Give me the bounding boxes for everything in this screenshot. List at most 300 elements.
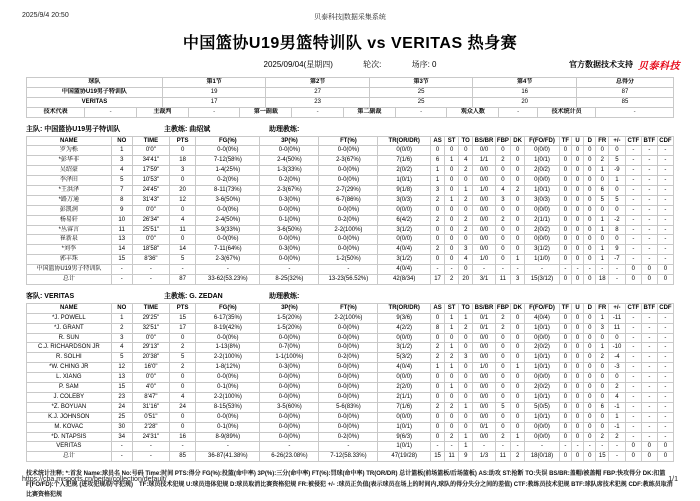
stat-header-cell: CTF bbox=[625, 303, 641, 313]
stat-cell: 0/0 bbox=[473, 146, 495, 156]
stat-cell: 0 bbox=[584, 225, 596, 235]
stat-cell: 0 bbox=[641, 452, 657, 462]
quarter-score-cell: 25 bbox=[369, 87, 473, 97]
stat-header-cell: FG(%) bbox=[196, 303, 260, 313]
stat-cell: - bbox=[625, 225, 641, 235]
stat-cell: 0 bbox=[511, 313, 525, 323]
stat-cell: 0 bbox=[495, 343, 510, 353]
stat-cell: 0-0(0%) bbox=[196, 412, 260, 422]
stat-cell: 4(0/4) bbox=[378, 245, 431, 255]
stat-cell: 0 bbox=[584, 176, 596, 186]
stat-cell: 0 bbox=[445, 255, 459, 265]
stat-cell: - bbox=[625, 156, 641, 166]
stat-cell: 1(0/1) bbox=[525, 412, 560, 422]
stat-cell: 0 bbox=[511, 383, 525, 393]
stat-cell: 0 bbox=[596, 383, 609, 393]
stat-cell: - bbox=[132, 452, 169, 462]
stat-cell: 8'36" bbox=[132, 255, 169, 265]
stat-cell: 1/0 bbox=[473, 363, 495, 373]
stat-cell: 0 bbox=[641, 275, 657, 285]
player-name-cell: *刘李 bbox=[27, 245, 112, 255]
stat-cell: - bbox=[625, 146, 641, 156]
stat-cell: - bbox=[641, 323, 657, 333]
stat-cell: 0 bbox=[431, 146, 445, 156]
stat-cell: 24'31" bbox=[132, 432, 169, 442]
stat-cell: 0 bbox=[445, 146, 459, 156]
stat-cell: 0 bbox=[559, 186, 571, 196]
stat-cell: 0 bbox=[584, 363, 596, 373]
stat-cell: 8-15(53%) bbox=[196, 402, 260, 412]
stat-cell: 0 bbox=[584, 235, 596, 245]
stat-cell: 0 bbox=[459, 146, 473, 156]
stat-cell: 2(0/2) bbox=[525, 383, 560, 393]
stat-cell: - bbox=[170, 265, 196, 275]
stat-cell: 0 bbox=[559, 422, 571, 432]
stat-cell: 2 bbox=[495, 313, 510, 323]
stat-cell: - bbox=[641, 166, 657, 176]
stat-cell: 0 bbox=[511, 146, 525, 156]
stat-cell: 12 bbox=[111, 363, 132, 373]
stat-cell: 0 bbox=[495, 235, 510, 245]
stat-header-cell: PTS bbox=[170, 303, 196, 313]
stat-cell: 0(0/0) bbox=[378, 205, 431, 215]
player-row bbox=[27, 146, 674, 156]
stat-header-cell: FBP bbox=[495, 303, 510, 313]
stat-cell: 0-0(0%) bbox=[319, 373, 378, 383]
stat-cell: - bbox=[596, 442, 609, 452]
stat-cell: - bbox=[473, 442, 495, 452]
player-row bbox=[27, 176, 674, 186]
stat-cell: 2 bbox=[596, 353, 609, 363]
stat-cell: 0-0(0%) bbox=[196, 235, 260, 245]
stat-cell: 17 bbox=[170, 323, 196, 333]
tech-support bbox=[569, 57, 680, 72]
stat-cell: 1 bbox=[431, 176, 445, 186]
stat-cell: 1 bbox=[596, 215, 609, 225]
stat-cell: 1(0/1) bbox=[525, 363, 560, 373]
stat-cell: 2 bbox=[459, 215, 473, 225]
stat-cell: 0 bbox=[495, 383, 510, 393]
stat-cell: 8-11(73%) bbox=[196, 186, 260, 196]
stat-cell: - bbox=[132, 275, 169, 285]
stat-cell: 15(3/12) bbox=[525, 275, 560, 285]
stat-cell: - bbox=[609, 275, 626, 285]
quarter-score-cell: 19 bbox=[162, 87, 266, 97]
stat-cell: 26'34" bbox=[132, 215, 169, 225]
stat-cell: - bbox=[641, 383, 657, 393]
stat-cell: 0 bbox=[445, 235, 459, 245]
stat-cell: 1 bbox=[445, 343, 459, 353]
stat-cell: 0-0(0%) bbox=[196, 333, 260, 343]
stat-cell: 0 bbox=[559, 166, 571, 176]
score-team-cell: VERITAS bbox=[27, 97, 163, 107]
stat-header-cell: FT(%) bbox=[319, 136, 378, 146]
stat-cell: 0(0/0) bbox=[525, 373, 560, 383]
match-meta-row bbox=[26, 57, 680, 73]
stat-cell: 5 bbox=[111, 353, 132, 363]
stat-cell: 18(0/18) bbox=[525, 452, 560, 462]
away-assistant-label: 助理教练: bbox=[269, 292, 300, 300]
stat-cell: 0 bbox=[459, 265, 473, 275]
stat-cell: 0-0(0%) bbox=[260, 373, 319, 383]
stat-cell: 1 bbox=[596, 166, 609, 176]
stat-cell: - bbox=[596, 265, 609, 275]
stat-header-cell: DK bbox=[511, 136, 525, 146]
stat-cell: 2-2(100%) bbox=[196, 353, 260, 363]
stat-cell: - bbox=[196, 442, 260, 452]
player-name-cell: 郭丰珠 bbox=[27, 255, 112, 265]
stat-cell: 0 bbox=[559, 195, 571, 205]
stat-cell: 0 bbox=[584, 166, 596, 176]
stat-header-cell: NO bbox=[111, 303, 132, 313]
stat-cell: - bbox=[657, 146, 673, 156]
stat-cell: - bbox=[559, 442, 571, 452]
stat-cell: 1 bbox=[445, 383, 459, 393]
stat-cell: 0 bbox=[584, 323, 596, 333]
stat-cell: 0 bbox=[571, 323, 583, 333]
stat-cell: 0 bbox=[609, 373, 626, 383]
stat-cell: 0 bbox=[571, 156, 583, 166]
stat-cell: 0(0/0) bbox=[525, 422, 560, 432]
away-section-header bbox=[26, 291, 674, 301]
stat-cell: - bbox=[641, 255, 657, 265]
stat-cell: 2 bbox=[495, 215, 510, 225]
stat-cell: 1-5(20%) bbox=[260, 313, 319, 323]
stat-cell: 0'0" bbox=[132, 235, 169, 245]
stat-cell: 0-0(0%) bbox=[260, 333, 319, 343]
stat-cell: 0(0/0) bbox=[378, 235, 431, 245]
support-label: 官方数据技术支持 bbox=[569, 60, 633, 69]
stat-header-cell: CTF bbox=[625, 136, 641, 146]
stat-cell: 11 bbox=[609, 323, 626, 333]
stat-header-cell: PTS bbox=[170, 136, 196, 146]
stat-cell: 4 bbox=[170, 392, 196, 402]
stat-cell: 23 bbox=[111, 392, 132, 402]
stat-cell: 0-1(0%) bbox=[196, 422, 260, 432]
score-row bbox=[27, 87, 674, 97]
stat-cell: 0-3(0%) bbox=[260, 195, 319, 205]
stat-cell: 0 bbox=[431, 235, 445, 245]
player-name-cell: 总计 bbox=[27, 275, 112, 285]
stat-cell: 47(19/28) bbox=[378, 452, 431, 462]
player-name-cell: R. SOLHI bbox=[27, 353, 112, 363]
stat-cell: 2(1/1) bbox=[525, 215, 560, 225]
stat-cell: 0 bbox=[495, 146, 510, 156]
official-label-cell: 观众人数 bbox=[447, 107, 499, 117]
stat-cell: 0-0(0%) bbox=[196, 205, 260, 215]
stat-cell: 0 bbox=[596, 146, 609, 156]
system-name: 贝泰科技|数据采集系统 bbox=[314, 14, 386, 21]
stat-cell: 0 bbox=[641, 265, 657, 275]
stat-cell: 5 bbox=[111, 176, 132, 186]
stat-cell: 2-2(100%) bbox=[319, 313, 378, 323]
stat-header-cell: +/- bbox=[609, 303, 626, 313]
stat-cell: 0 bbox=[609, 205, 626, 215]
player-row bbox=[27, 422, 674, 432]
stat-cell: - bbox=[445, 265, 459, 275]
stat-cell: 0-0(0%) bbox=[260, 205, 319, 215]
stat-cell: 0(0/0) bbox=[378, 146, 431, 156]
stat-cell: 1 bbox=[459, 402, 473, 412]
stat-cell: 2 bbox=[495, 432, 510, 442]
stat-cell: 0-0(0%) bbox=[319, 363, 378, 373]
stat-cell: 0-3(0%) bbox=[260, 363, 319, 373]
stat-cell: 0 bbox=[584, 402, 596, 412]
stat-cell: - bbox=[641, 156, 657, 166]
player-row bbox=[27, 235, 674, 245]
player-row bbox=[27, 373, 674, 383]
stat-cell: 1(0/1) bbox=[525, 392, 560, 402]
stat-cell: 0 bbox=[511, 166, 525, 176]
stat-cell: 0 bbox=[571, 353, 583, 363]
stat-cell: 42(8/34) bbox=[378, 275, 431, 285]
player-row bbox=[27, 225, 674, 235]
stat-cell: 2 bbox=[495, 323, 510, 333]
stat-cell: 4 bbox=[111, 166, 132, 176]
stat-cell: 0 bbox=[609, 235, 626, 245]
stat-cell: - bbox=[657, 215, 673, 225]
stat-cell: 0 bbox=[511, 245, 525, 255]
game-order: 场序: 0 bbox=[411, 60, 437, 69]
stat-cell: 0 bbox=[596, 422, 609, 432]
stat-cell: 4(0/4) bbox=[378, 363, 431, 373]
stat-cell: 0 bbox=[170, 383, 196, 393]
stat-cell: - bbox=[625, 205, 641, 215]
stat-cell: 2(0/2) bbox=[525, 166, 560, 176]
stat-cell: 1 bbox=[445, 195, 459, 205]
stat-cell: 0/0 bbox=[473, 205, 495, 215]
stat-cell: 31'43" bbox=[132, 195, 169, 205]
stat-cell: - bbox=[625, 313, 641, 323]
stat-cell: 0-0(0%) bbox=[196, 146, 260, 156]
stat-cell: -7 bbox=[609, 255, 626, 265]
stat-cell: 0 bbox=[559, 452, 571, 462]
stat-cell: 0 bbox=[559, 383, 571, 393]
stat-cell: 2 bbox=[459, 195, 473, 205]
stat-cell: 2 bbox=[431, 245, 445, 255]
stat-cell: 0 bbox=[431, 383, 445, 393]
stat-header-cell: TR(OR/DR) bbox=[378, 303, 431, 313]
player-row bbox=[27, 392, 674, 402]
official-label-cell: 主裁判 bbox=[136, 107, 188, 117]
stat-cell: - bbox=[111, 442, 132, 452]
stat-cell: 5(0/5) bbox=[525, 402, 560, 412]
player-name-cell: *丛睿言 bbox=[27, 225, 112, 235]
stat-cell: 0-0(0%) bbox=[260, 392, 319, 402]
stat-cell: 1(0/1) bbox=[525, 323, 560, 333]
stat-cell: 4(2/2) bbox=[378, 323, 431, 333]
stat-cell: 8 bbox=[609, 225, 626, 235]
stat-cell: - bbox=[625, 412, 641, 422]
stat-cell: - bbox=[657, 353, 673, 363]
stat-cell: 0 bbox=[511, 402, 525, 412]
stat-header-cell: BTF bbox=[641, 303, 657, 313]
stat-cell: 0 bbox=[511, 422, 525, 432]
stat-header-cell: D bbox=[584, 136, 596, 146]
stat-cell: 0 bbox=[170, 176, 196, 186]
stat-cell: 2 bbox=[609, 383, 626, 393]
stat-cell: 2-3(67%) bbox=[196, 255, 260, 265]
stat-cell: - bbox=[625, 176, 641, 186]
stat-cell: 0 bbox=[584, 186, 596, 196]
stat-cell: 0 bbox=[584, 422, 596, 432]
stat-cell: 1 bbox=[511, 363, 525, 373]
stat-cell: - bbox=[609, 442, 626, 452]
stat-cell: 0-2(0%) bbox=[319, 215, 378, 225]
stat-cell: 3(0/3) bbox=[378, 195, 431, 205]
stat-cell: 0/0 bbox=[473, 353, 495, 363]
stat-cell: 14 bbox=[111, 245, 132, 255]
stat-cell: 0 bbox=[445, 166, 459, 176]
stat-cell: 0'0" bbox=[132, 205, 169, 215]
stat-cell: - bbox=[641, 392, 657, 402]
score-header-cell: 总得分 bbox=[576, 78, 673, 88]
stat-cell: 1 bbox=[609, 176, 626, 186]
stat-cell: 6-17(35%) bbox=[196, 313, 260, 323]
stat-cell: 1 bbox=[511, 255, 525, 265]
score-header-cell: 第4节 bbox=[473, 78, 577, 88]
stat-cell: 0 bbox=[571, 422, 583, 432]
stat-cell: 3-6(50%) bbox=[196, 195, 260, 205]
stat-cell: 0 bbox=[445, 333, 459, 343]
stat-cell: - bbox=[641, 402, 657, 412]
stat-cell: 0 bbox=[459, 235, 473, 245]
stat-cell: - bbox=[641, 245, 657, 255]
stat-cell: - bbox=[319, 265, 378, 275]
score-header-cell: 第2节 bbox=[266, 78, 370, 88]
quarter-score-cell: 23 bbox=[266, 97, 370, 107]
stat-cell: 0(0/0) bbox=[525, 432, 560, 442]
stat-cell: 0 bbox=[559, 176, 571, 186]
stat-cell: 1/0 bbox=[473, 255, 495, 265]
quarter-score-cell: 16 bbox=[473, 87, 577, 97]
stat-cell: 1 bbox=[459, 442, 473, 452]
stat-cell: -1 bbox=[609, 422, 626, 432]
stat-cell: - bbox=[657, 383, 673, 393]
stat-cell: 0 bbox=[170, 373, 196, 383]
stat-cell: - bbox=[132, 442, 169, 452]
officials-table bbox=[26, 107, 674, 118]
stat-cell: 0 bbox=[559, 323, 571, 333]
player-row bbox=[27, 343, 674, 353]
stat-cell: 5 bbox=[609, 195, 626, 205]
stat-header-cell: CDF bbox=[657, 136, 673, 146]
stat-cell: - bbox=[641, 363, 657, 373]
official-value-cell: - bbox=[499, 107, 538, 117]
stat-cell: 0-0(0%) bbox=[260, 383, 319, 393]
stat-cell: 0-0(0%) bbox=[260, 146, 319, 156]
stat-cell: 2(0/2) bbox=[525, 343, 560, 353]
stat-header-cell: ST bbox=[445, 136, 459, 146]
stat-cell: 0 bbox=[170, 412, 196, 422]
stat-cell: 18'58" bbox=[132, 245, 169, 255]
stat-cell: - bbox=[111, 452, 132, 462]
stat-header-cell: U bbox=[571, 303, 583, 313]
stat-cell: 0(0/0) bbox=[525, 176, 560, 186]
stat-cell: 34 bbox=[111, 432, 132, 442]
stat-cell: 0(0/0) bbox=[525, 146, 560, 156]
stat-cell: 36-87(41.38%) bbox=[196, 452, 260, 462]
stat-cell: - bbox=[657, 205, 673, 215]
stat-cell: 7(1/6) bbox=[378, 156, 431, 166]
stat-cell: - bbox=[657, 422, 673, 432]
stat-cell: 12 bbox=[170, 195, 196, 205]
stat-cell: 0 bbox=[511, 156, 525, 166]
stat-cell: 0 bbox=[584, 195, 596, 205]
stat-cell: 4 bbox=[609, 392, 626, 402]
stat-cell: 0 bbox=[584, 373, 596, 383]
stat-cell: 1/0 bbox=[473, 186, 495, 196]
stat-cell: 0 bbox=[511, 215, 525, 225]
player-name-cell: 中国篮协U19男子特训队 bbox=[27, 265, 112, 275]
stat-cell: 6-26(23.08%) bbox=[260, 452, 319, 462]
stat-cell: 0 bbox=[495, 353, 510, 363]
stat-header-cell: DK bbox=[511, 303, 525, 313]
stat-cell: 2'28" bbox=[132, 422, 169, 432]
stat-cell: 0 bbox=[431, 225, 445, 235]
stat-cell: 0-2(0%) bbox=[196, 176, 260, 186]
stat-cell: 0 bbox=[584, 353, 596, 363]
player-name-cell: 罗为栎 bbox=[27, 146, 112, 156]
stat-cell: 0 bbox=[559, 205, 571, 215]
stat-cell: - bbox=[559, 265, 571, 275]
stat-cell: 1(0/1) bbox=[378, 422, 431, 432]
stat-cell: 0-0(0%) bbox=[319, 422, 378, 432]
official-label-cell: 技术代表 bbox=[27, 107, 85, 117]
stat-cell: 1-5(20%) bbox=[260, 323, 319, 333]
stat-cell: 1 bbox=[459, 313, 473, 323]
stat-cell: 0 bbox=[559, 333, 571, 343]
stat-cell: 18 bbox=[596, 275, 609, 285]
stats-header-row bbox=[27, 303, 674, 313]
stat-cell: - bbox=[657, 373, 673, 383]
stat-cell: 0 bbox=[559, 225, 571, 235]
stat-cell: 0 bbox=[511, 225, 525, 235]
away-stats-table bbox=[26, 303, 674, 462]
stat-cell: 9(1/8) bbox=[378, 186, 431, 196]
score-team-cell: 中国篮协U19男子特训队 bbox=[27, 87, 163, 97]
stat-cell: 0 bbox=[445, 412, 459, 422]
stat-cell: 0 bbox=[559, 235, 571, 245]
stat-cell: 0 bbox=[559, 392, 571, 402]
player-name-cell: 总计 bbox=[27, 452, 112, 462]
stat-cell: 5 bbox=[609, 156, 626, 166]
stat-cell: 0-3(0%) bbox=[260, 245, 319, 255]
stat-cell: 2 bbox=[459, 225, 473, 235]
player-row bbox=[27, 166, 674, 176]
player-row bbox=[27, 383, 674, 393]
page-number: 1/1 bbox=[668, 476, 678, 483]
stat-cell: 1-3(33%) bbox=[260, 166, 319, 176]
stat-cell: 0 bbox=[431, 333, 445, 343]
player-name-cell: *W. CHING JR bbox=[27, 363, 112, 373]
stat-cell: - bbox=[641, 333, 657, 343]
stat-cell: - bbox=[625, 353, 641, 363]
stat-header-cell: FR bbox=[596, 303, 609, 313]
stat-cell: 31'16" bbox=[132, 402, 169, 412]
player-row bbox=[27, 363, 674, 373]
stat-cell: 0-2(0%) bbox=[260, 176, 319, 186]
source-url: https://cba.misports.cn/beitai/collection/default/ bbox=[22, 476, 167, 483]
stat-cell: 3 bbox=[111, 156, 132, 166]
stat-header-cell: BS/BR bbox=[473, 136, 495, 146]
stat-header-cell: FG(%) bbox=[196, 136, 260, 146]
stat-cell: 24 bbox=[111, 402, 132, 412]
stat-cell: - bbox=[641, 373, 657, 383]
stat-cell: -2 bbox=[609, 215, 626, 225]
stat-cell: 0-2(0%) bbox=[319, 432, 378, 442]
stat-cell: 14 bbox=[170, 245, 196, 255]
